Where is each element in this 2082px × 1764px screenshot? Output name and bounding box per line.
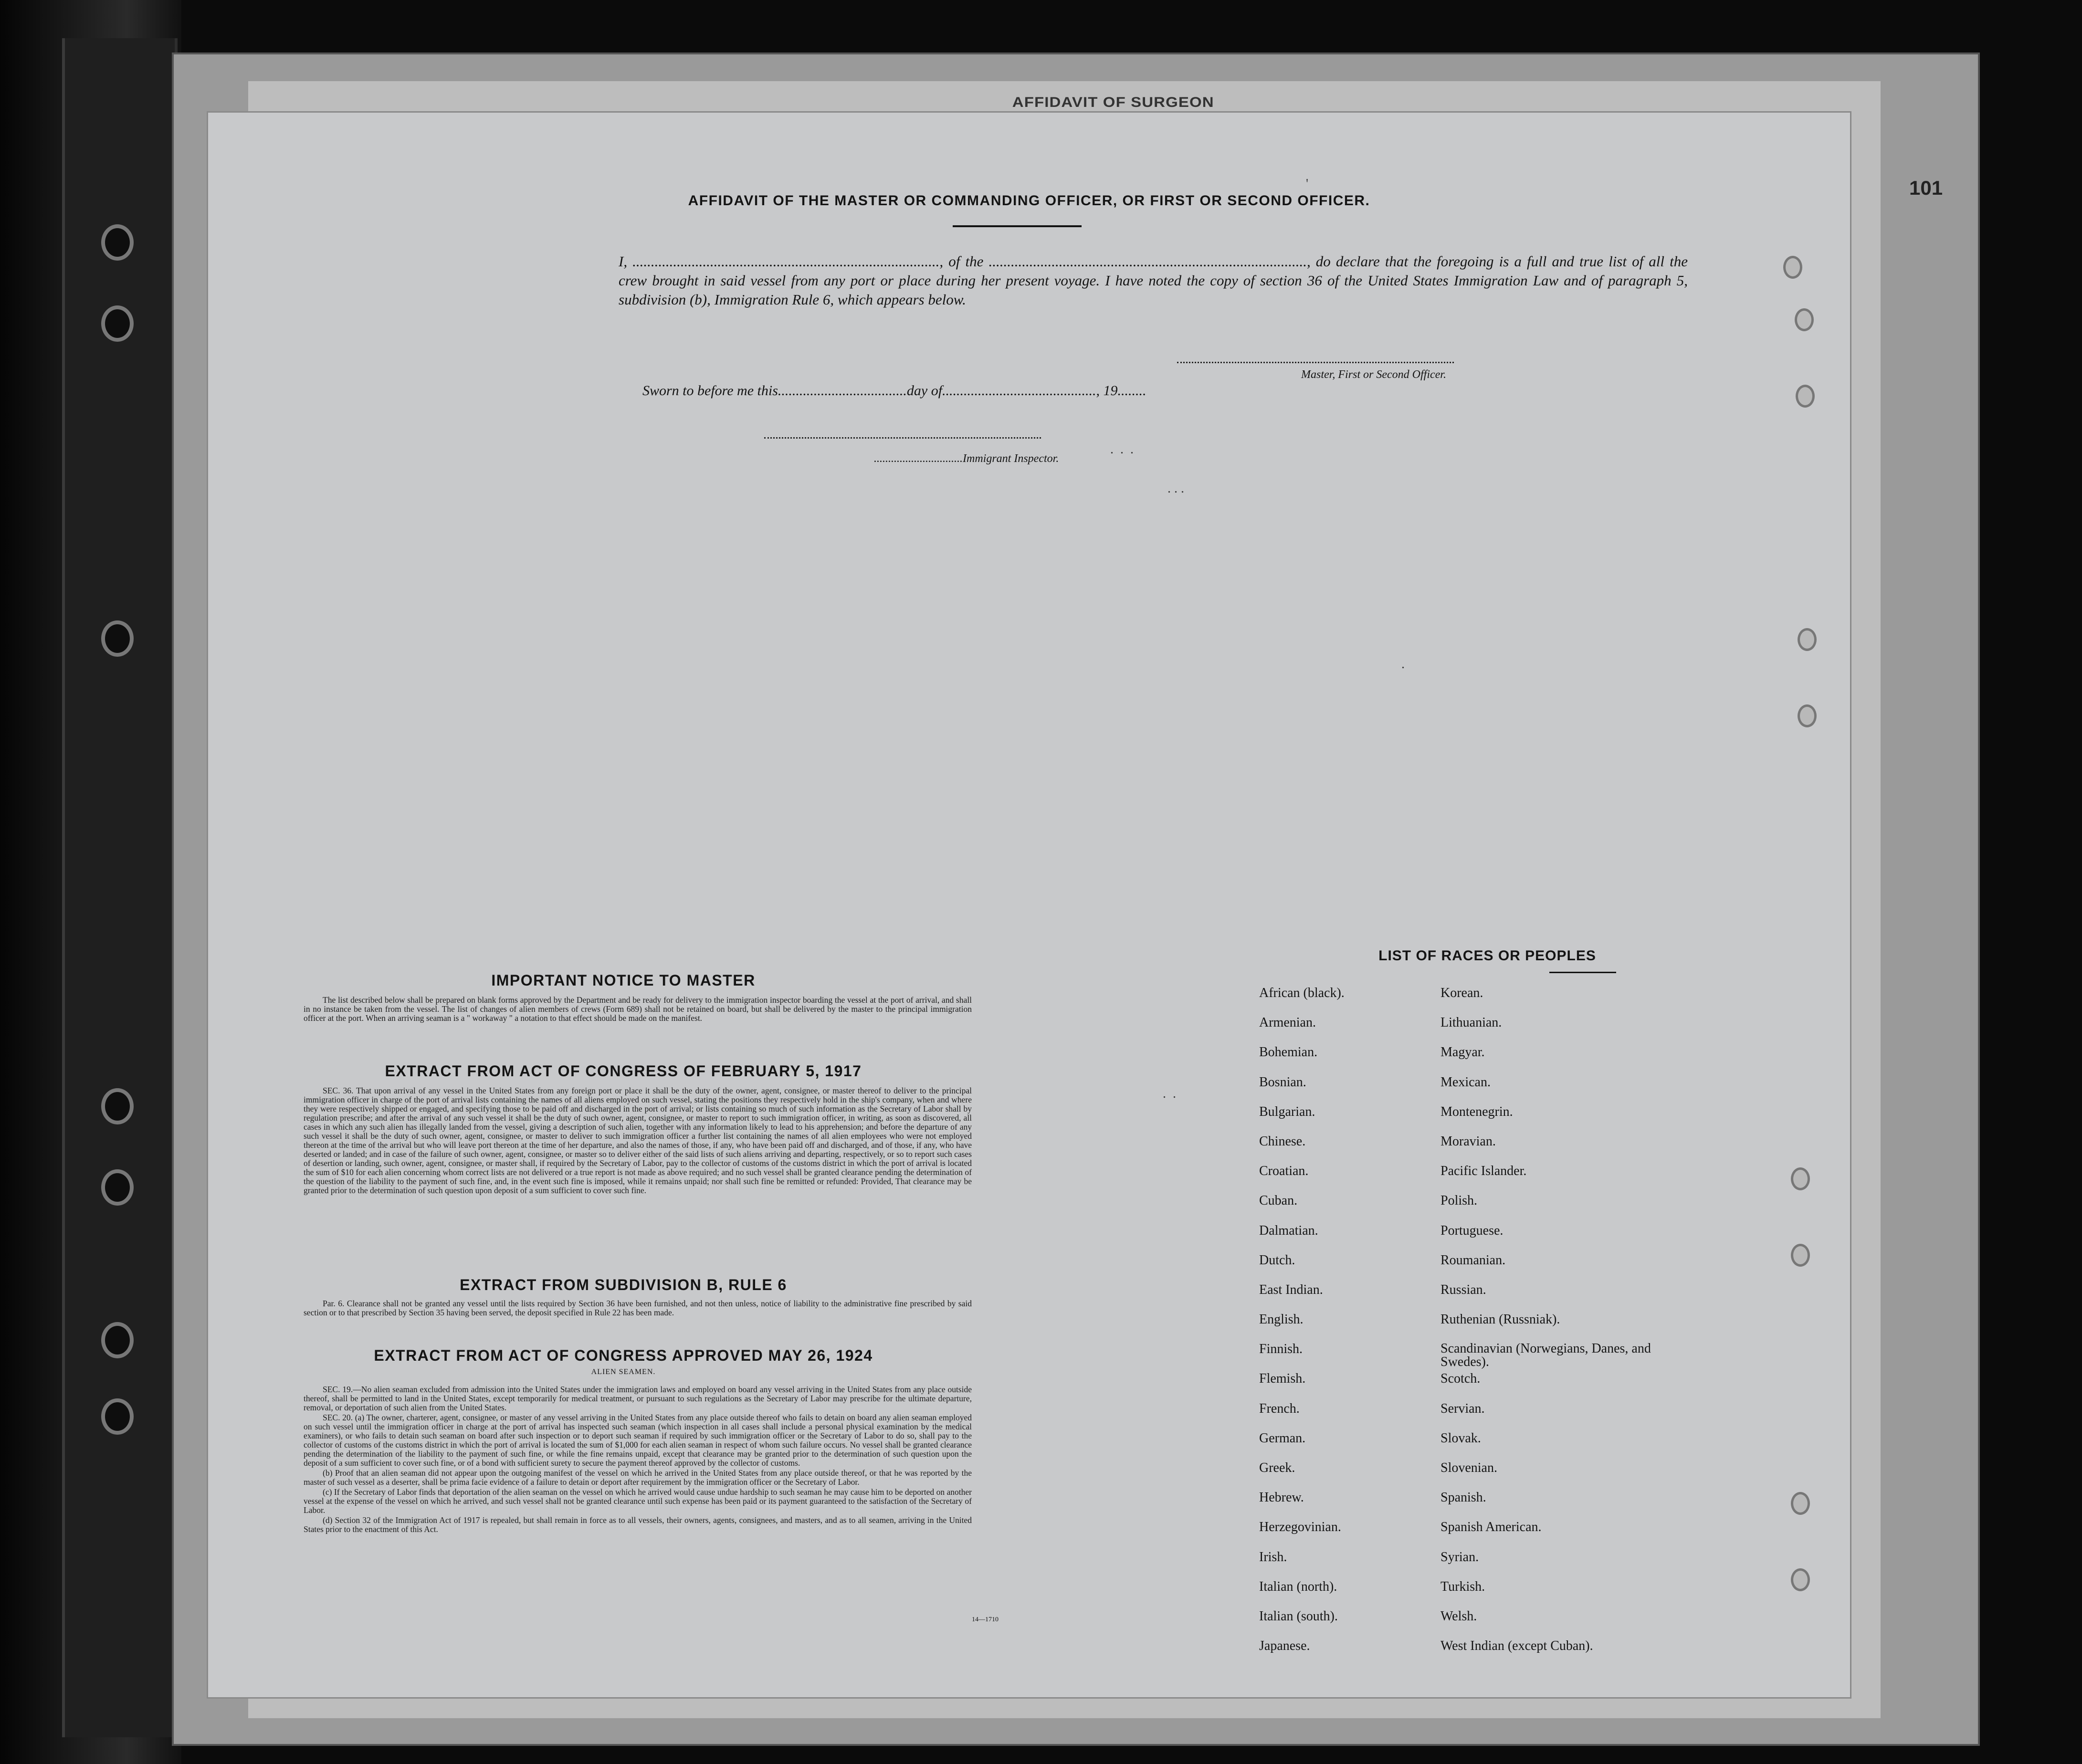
race-entry: Cuban.: [1259, 1193, 1298, 1208]
race-entry: Portuguese.: [1441, 1223, 1504, 1238]
notice-paragraph: The list described below shall be prepared on blank forms approved by the Department and be ready for delivery to the immigration inspector boarding the vessel at the port of arrival, and shall in no instance be taken from the vessel. The list of changes of alien members of crews (Form 689) shall not be retained on board, but shall be delivered by the master to the principal immigration officer at the port. When an arriving seaman is a " workaway " a notation to that effect should be made on the manifest.: [304, 995, 972, 1023]
binder-ring-hole: [101, 1088, 134, 1124]
title-underline: [953, 225, 1082, 227]
punch-hole: [1798, 704, 1817, 727]
bleed-through-mark: ': [1306, 177, 1309, 191]
binder-ring-hole: [101, 1398, 134, 1435]
races-column-right: [1441, 986, 1708, 1669]
extract-1917-title: EXTRACT FROM ACT OF CONGRESS OF FEBRUARY 5, 1917: [385, 1062, 862, 1080]
race-entry: Flemish.: [1259, 1371, 1306, 1386]
race-entry: Bosnian.: [1259, 1074, 1306, 1090]
notice-text: [304, 996, 972, 1024]
race-entry: Roumanian.: [1441, 1252, 1506, 1268]
form-code: 14—1710: [972, 1616, 999, 1623]
master-signature-caption: Master, First or Second Officer.: [1301, 368, 1446, 381]
binder-ring-hole: [101, 305, 134, 342]
sworn-statement: Sworn to before me this....................................day of..........................................., 19........: [642, 383, 1146, 399]
punch-hole: [1783, 256, 1802, 279]
race-entry: Scandinavian (Norwegians, Danes, and Swedes).: [1441, 1341, 1651, 1370]
binder-ring-hole: [101, 1169, 134, 1206]
back-sheet-heading: AFFIDAVIT OF SURGEON: [1012, 94, 1214, 110]
extract-1924-title: EXTRACT FROM ACT OF CONGRESS APPROVED MAY 26, 1924: [374, 1347, 873, 1364]
race-entry: Servian.: [1441, 1401, 1485, 1416]
race-entry: East Indian.: [1259, 1282, 1323, 1297]
extract-rule6-paragraph: Par. 6. Clearance shall not be granted any vessel until the lists required by Section 36 have been furnished, and not then unless, notice of liability to the administrative fine prescribed by said section or to that prescribed by Section 35 having been served, the deposit specified in Rule 22 has been made.: [304, 1299, 972, 1317]
extract-1917-paragraph: SEC. 36. That upon arrival of any vessel in the United States from any foreign port or place it shall be the duty of the owner, agent, consignee, or master thereof to deliver to the principal immigration officer in charge of the port of arrival lists containing the names of all aliens employed on such vessel, stating the positions they respectively hold in the ship's company, when and where they were respectively shipped or engaged, and specifying those to be paid off and discharged in the port of arrival; or lists containing so much of such information as the Secretary of Labor shall by regulation prescribe; and after the arrival of any such vessel it shall be the duty of such owner, agent, consignee, or master to report to such immigration officer, in writing, as soon as discovered, all cases in which any such alien has illegally landed from the vessel, giving a description of such alien, together with any information likely to lead to his apprehension; and before the departure of any such vessel it shall be the duty of such owner, agent, consignee, or master to deliver to such immigration officer a further list containing the names of all alien employees who were not employed thereon at the time of the arrival but who will leave port thereon at the time of her departure, and also the names of those, if any, who have been paid off and discharged, and of those, if any, who have deserted or landed; and in case of the failure of such owner, agent, consignee, or master so to deliver either of the said lists of such aliens arriving and departing, respectively, or so to report such cases of desertion or landing, such owner, agent, consignee, or master shall, if required by the Secretary of Labor, pay to the collector of customs of the customs district in which the port of arrival is located the sum of $10 for each alien concerning whom correct lists are not delivered or a true report is not made as above required; and no such vessel shall be granted clearance pending the determination of the question of the liability to the payment of such fine, and, in the event such fine is imposed, while it remains unpaid; nor shall such fine be remitted or refunded: Provided, That clearance may be granted prior to the determination of such question upon deposit of a sum sufficient to cover such fine.: [304, 1086, 972, 1195]
binder-strip: [62, 38, 178, 1737]
races-column-left: [1259, 986, 1345, 1669]
affidavit-form-page: [208, 113, 1850, 1697]
race-entry: African (black).: [1259, 986, 1345, 1000]
punch-hole: [1791, 1492, 1810, 1515]
race-entry: Moravian.: [1441, 1134, 1496, 1149]
notice-title: IMPORTANT NOTICE TO MASTER: [491, 972, 756, 989]
sec-20c-paragraph: (c) If the Secretary of Labor finds that deportation of the alien seaman on the vessel on which he arrived would cause undue hardship to such seaman he may cause him to be deported on another vessel at the expense of the vessel on which he arrived, and such vessel shall not be granted clearance until such expense has been paid or its payment guaranteed to the satisfaction of the Secretary of Labor.: [304, 1487, 972, 1515]
race-entry: Polish.: [1441, 1193, 1478, 1208]
master-signature-line[interactable]: [1177, 362, 1454, 363]
binder-ring-hole: [101, 620, 134, 657]
race-entry: Dalmatian.: [1259, 1223, 1318, 1238]
inspector-caption: ...............................Immigrant Inspector.: [874, 452, 1059, 465]
race-entry: Bulgarian.: [1259, 1104, 1315, 1119]
alien-seamen-subtitle: ALIEN SEAMEN.: [591, 1368, 656, 1376]
affidavit-declaration: I, ..................................................................................., of the ......................................................................................, do declare that the foregoing is a full and true list of all the crew brought in said vessel from any port or place during her present voyage. I have noted the copy of section 36 of the United States Immigration Law and of paragraph 5, subdivision (b), Immigration Rule 6, which appears below.: [619, 253, 1688, 308]
bleed-through-mark: . . .: [1167, 481, 1184, 496]
race-entry: Finnish.: [1259, 1342, 1303, 1357]
punch-hole: [1798, 628, 1817, 651]
race-entry: Spanish.: [1441, 1490, 1486, 1505]
extract-rule6-title: EXTRACT FROM SUBDIVISION B, RULE 6: [460, 1276, 787, 1293]
race-entry: Pacific Islander.: [1441, 1164, 1527, 1179]
race-entry: Mexican.: [1441, 1074, 1491, 1090]
race-entry: Korean.: [1441, 986, 1483, 1000]
sec-20b-paragraph: (b) Proof that an alien seaman did not appear upon the outgoing manifest of the vessel on which he arrived in the United States from any place outside thereof, or that he was reported by the master of such vessel as a deserter, shall be prima facie evidence of a failure to detain or deport after requirement by the immigration officer or the Secretary of Labor.: [304, 1468, 972, 1487]
race-entry: Turkish.: [1441, 1579, 1485, 1594]
race-entry: Spanish American.: [1441, 1520, 1542, 1535]
race-entry: Chinese.: [1259, 1134, 1306, 1149]
race-entry: Ruthenian (Russniak).: [1441, 1312, 1560, 1327]
race-entry: Croatian.: [1259, 1164, 1309, 1179]
binder-ring-hole: [101, 1322, 134, 1358]
sec-19-paragraph: SEC. 19.—No alien seaman excluded from admission into the United States under the immigration laws and employed on board any vessel arriving in the United States from any place outside thereof, shall be permitted to land in the United States, except temporarily for medical treatment, or pursuant to such regulations as the Secretary of Labor may prescribe for the ultimate departure, removal, or deportation of such alien from the United States.: [304, 1385, 972, 1412]
race-entry: West Indian (except Cuban).: [1441, 1638, 1593, 1654]
bleed-through-mark: .: [1401, 657, 1405, 672]
race-entry: Russian.: [1441, 1282, 1486, 1297]
races-title-underline: [1549, 972, 1616, 973]
sec-20d-paragraph: (d) Section 32 of the Immigration Act of 1917 is repealed, but shall remain in force as to all vessels, their owners, agents, consignees, and masters, and as to all seamen, arriving in the United States prior to the enactment of this Act.: [304, 1515, 972, 1534]
race-entry: Welsh.: [1441, 1608, 1477, 1624]
punch-hole: [1795, 308, 1814, 331]
race-entry: German.: [1259, 1430, 1306, 1446]
inspector-signature-line[interactable]: [764, 437, 1041, 439]
extract-1924-text: [304, 1385, 972, 1535]
race-entry: Japanese.: [1259, 1638, 1310, 1654]
race-entry: Italian (south).: [1259, 1608, 1338, 1624]
extract-1917-text: [304, 1086, 972, 1196]
race-entry: Greek.: [1259, 1460, 1295, 1475]
race-entry: Italian (north).: [1259, 1579, 1337, 1594]
bleed-through-mark: . . .: [1110, 442, 1134, 457]
punch-hole: [1796, 385, 1815, 408]
punch-hole: [1791, 1244, 1810, 1267]
sheet-number: 101: [1909, 177, 1943, 199]
race-entry: Slovak.: [1441, 1430, 1481, 1446]
race-entry: Dutch.: [1259, 1252, 1295, 1268]
race-entry: Montenegrin.: [1441, 1104, 1513, 1119]
race-entry: French.: [1259, 1401, 1300, 1416]
race-entry: English.: [1259, 1312, 1304, 1327]
affidavit-title: AFFIDAVIT OF THE MASTER OR COMMANDING OFFICER, OR FIRST OR SECOND OFFICER.: [688, 193, 1370, 209]
sec-20a-paragraph: SEC. 20. (a) The owner, charterer, agent, consignee, or master of any vessel arriving in the United States from any place outside thereof who fails to detain on board any alien seaman employed on such vessel until the immigration officer in charge at the port of arrival has inspected such seaman (which inspection in all cases shall include a personal physical examination by the medical examiners), or who fails to detain such seaman on board after such inspection or to deport such seaman if required by such immigration officer or the Secretary of Labor to do so, shall pay to the collector of customs of the customs district in which the port of arrival is located the sum of $1,000 for each alien seaman in respect of whom such failure occurs. No vessel shall be granted clearance pending the determination of the liability to the payment of such fine, or while the fine remains unpaid, except that clearance may be granted prior to the determination of such question upon the deposit of a sum sufficient to cover such fine, or of a bond with sufficient surety to secure the payment thereof approved by the collector of customs.: [304, 1413, 972, 1468]
race-entry: Lithuanian.: [1441, 1015, 1502, 1030]
extract-rule6-text: [304, 1299, 972, 1318]
race-entry: Slovenian.: [1441, 1460, 1497, 1475]
punch-hole: [1791, 1167, 1810, 1190]
race-entry: Bohemian.: [1259, 1045, 1318, 1060]
races-list-title: LIST OF RACES OR PEOPLES: [1378, 948, 1596, 964]
race-entry: Irish.: [1259, 1549, 1287, 1564]
race-entry: Scotch.: [1441, 1371, 1481, 1386]
race-entry: Syrian.: [1441, 1549, 1479, 1564]
race-entry: Hebrew.: [1259, 1490, 1304, 1505]
race-entry: Armenian.: [1259, 1015, 1316, 1030]
race-entry: Herzegovinian.: [1259, 1520, 1341, 1535]
binder-ring-hole: [101, 224, 134, 261]
punch-hole: [1791, 1568, 1810, 1591]
bleed-through-mark: . .: [1163, 1086, 1176, 1101]
race-entry: Magyar.: [1441, 1045, 1485, 1060]
